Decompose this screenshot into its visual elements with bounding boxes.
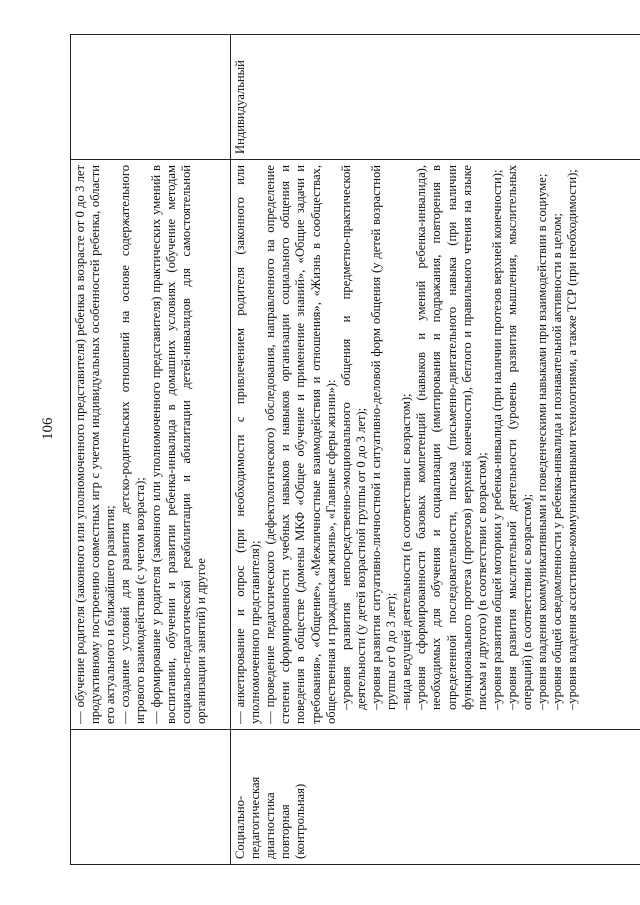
list-item [149, 165, 209, 724]
dash-marker: – [368, 703, 383, 710]
list-item [369, 165, 399, 724]
list-item [263, 165, 339, 724]
dash-marker: — [263, 711, 278, 724]
list-item [565, 165, 580, 724]
dash-marker: – [399, 703, 414, 710]
dash-marker: — [233, 711, 247, 724]
list-item-text: уровня владения коммуникативными и поведенческими навыками при взаимодействии в социуме; [535, 173, 550, 704]
list-item-text: обучение родителя (законного или уполномоченного представителя) ребенка в возрасте от 0 до 3 лет продуктивному построению совместных игр с учетом индивидуальных особенностей ребенка, области его актуального и ближайшего развития; [73, 165, 118, 724]
dash-marker: – [338, 703, 353, 710]
list-item-text: проведение педагогического (дефектологического) обследования, направленного на определение степени сформированности учебных навыков и навыков организации социального общения и поведения в обществе (домены МКФ «Общее обучение и применение знаний», «Общие задачи и требования», «Общение», «Межличностные взаимодействия и отношения», «Жизнь в сообществах, общественная и гражданская жизнь», «Главные сферы жизни»): [263, 165, 338, 724]
list-item-text: формирование у родителя (законного или уполномоченного представителя) практических умений в воспитании, обучении и развитии ребенка-инвалида в домашних условиях (обучение методам социально-педагогической реабилитации и абилитации детей-инвалидов для самостоятельной организации занятий) и другое [148, 165, 208, 724]
dash-marker: — [118, 711, 133, 724]
list-item-text: уровня развития общей моторики у ребенка-инвалида (при наличии протезов верхней конечности); [489, 169, 504, 704]
form-cell [231, 35, 640, 160]
dash-marker: – [489, 703, 504, 710]
list-item [399, 165, 414, 724]
dash-marker: — [148, 711, 163, 724]
dash-marker: – [565, 703, 580, 710]
content-cell [231, 160, 640, 730]
section-cell-empty [71, 730, 231, 865]
services-table [70, 34, 640, 865]
rotated-table-container [70, 35, 640, 865]
list-item-text: уровня владения ассистивно-коммуникативными технологиями, а также ТСР (при необходимости); [565, 169, 580, 704]
list-item [490, 165, 505, 724]
table-row [71, 35, 231, 865]
list-item-text: уровня общей осведомленности у ребенка-инвалида и познавательной активности в целом; [550, 213, 565, 704]
dash-marker: – [504, 703, 519, 710]
list-item [233, 165, 263, 724]
content-cell [71, 160, 231, 730]
list-item [73, 165, 118, 724]
dash-marker: – [414, 703, 429, 710]
dash-marker: — [73, 711, 87, 724]
list-item-text: уровня развития ситуативно-личностной и ситуативно-деловой форм общения (у детей возрастной группы от 0 до 3 лет); [368, 165, 399, 710]
subitem-list [339, 165, 581, 724]
list-item-text: уровня развития мыслительной деятельности (уровень развития мышления, мыслительных операций) (в соответствии с возрастом); [504, 165, 535, 710]
form-cell-empty [71, 35, 231, 160]
list-item-text: создание условий для развития детско-родительских отношений на основе содержательного игрового взаимодействия (с учетом возраста); [118, 165, 148, 724]
list-item [550, 165, 565, 724]
item-list [233, 165, 339, 724]
item-list [73, 165, 209, 724]
list-item [535, 165, 550, 724]
list-item-text: анкетирование и опрос (при необходимости с привлечением родителя (законного или уполномоченного представителя); [233, 165, 263, 724]
list-item-text: вида ведущей деятельности (в соответствии с возрастом); [399, 393, 414, 704]
form-label: Индивидуальный [233, 60, 247, 154]
dash-marker: – [550, 703, 565, 710]
list-item-text: уровня сформированности базовых компетенций (навыков и умений ребенка-инвалида), необходимых для обучения и социализации (имитирования и подражания, повторения в определенной последовательности, письма (письменно-двигательного навыка (при наличии функционального протеза (протезов) верхней конечности), беглого и правильного чтения на языке письма и другого) (в соответствии с возрастом); [414, 165, 489, 710]
list-item [505, 165, 535, 724]
table-row [231, 35, 640, 865]
dash-marker: – [535, 703, 550, 710]
section-title: Социально-педагогическая диагностика повторная (контрольная) [233, 776, 308, 859]
page-number: 106 [40, 417, 56, 440]
list-item [339, 165, 369, 724]
list-item-text: уровня развития непосредственно-эмоционального общения и предметно-практической деятельности (у детей возрастной группы от 0 до 3 лет); [338, 165, 368, 710]
list-item [414, 165, 490, 724]
list-item [118, 165, 148, 724]
section-cell [231, 730, 640, 865]
